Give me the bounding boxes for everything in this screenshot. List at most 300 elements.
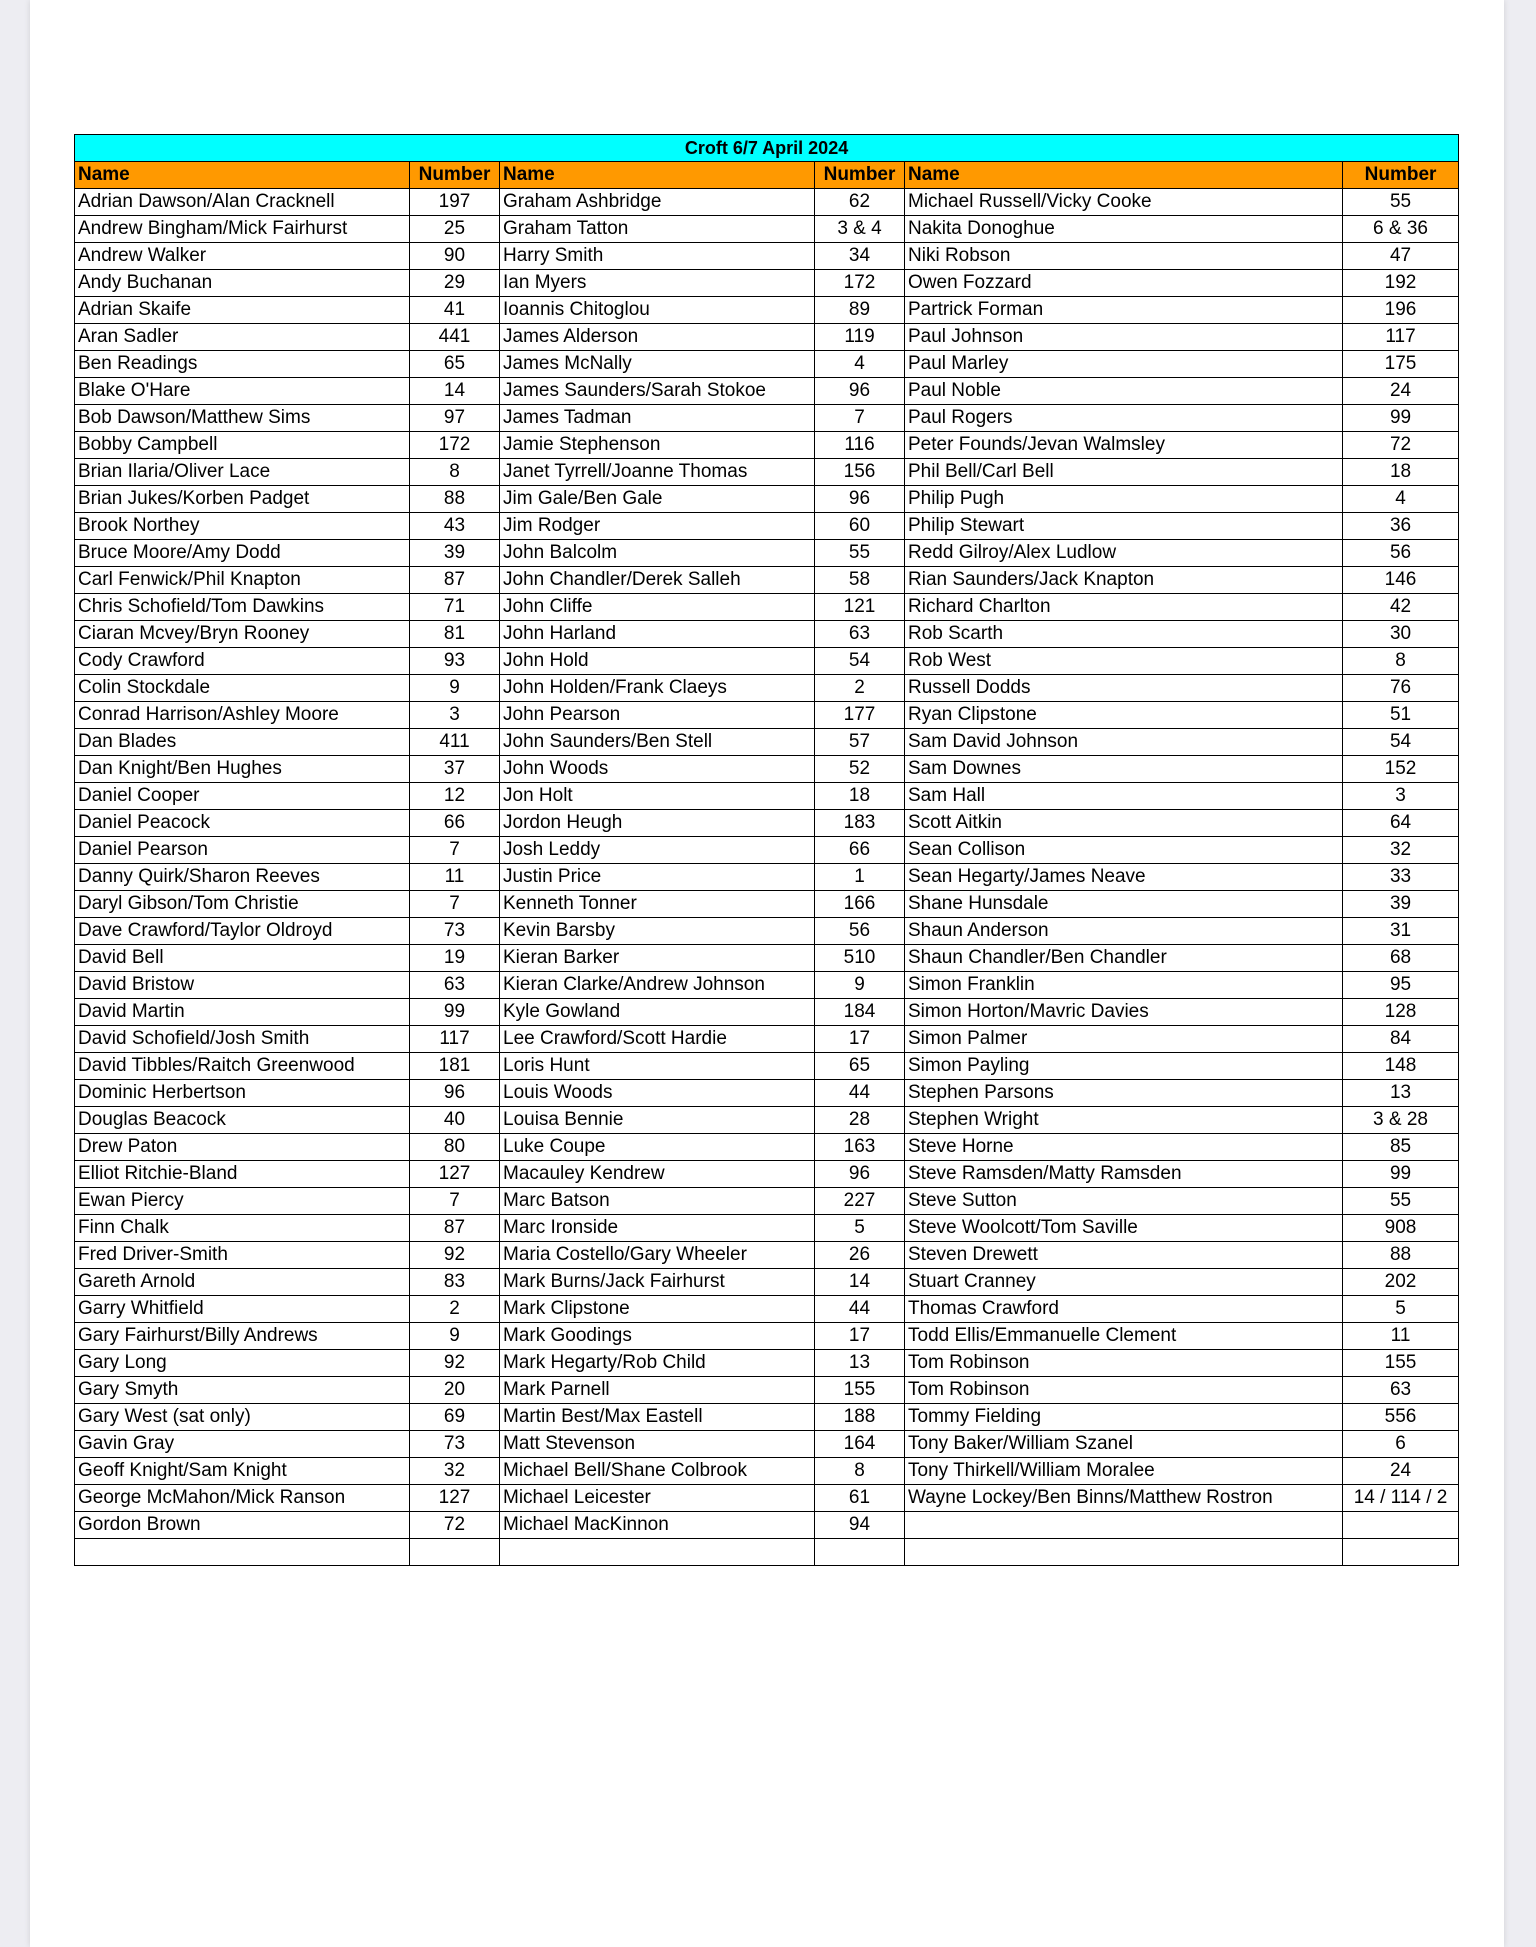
entry-name-cell: Bruce Moore/Amy Dodd	[75, 540, 410, 567]
entry-number-cell: 2	[815, 675, 905, 702]
entry-name-cell: Aran Sadler	[75, 324, 410, 351]
entry-name-cell: Nakita Donoghue	[905, 216, 1343, 243]
entry-number-cell: 56	[815, 918, 905, 945]
entry-name-cell: Danny Quirk/Sharon Reeves	[75, 864, 410, 891]
entry-name-cell: Shane Hunsdale	[905, 891, 1343, 918]
entry-number-cell: 66	[815, 837, 905, 864]
entry-number-cell: 117	[1343, 324, 1459, 351]
entry-number-cell: 83	[410, 1269, 500, 1296]
entry-number-cell: 3 & 4	[815, 216, 905, 243]
entry-number-cell: 30	[1343, 621, 1459, 648]
entry-number-cell: 54	[1343, 729, 1459, 756]
entry-name-cell: Jamie Stephenson	[500, 432, 815, 459]
entry-number-cell: 56	[1343, 540, 1459, 567]
table-row	[75, 189, 1459, 216]
document-page	[30, 0, 1504, 1947]
entry-number-cell: 93	[410, 648, 500, 675]
table-row	[75, 459, 1459, 486]
entry-number-cell: 63	[410, 972, 500, 999]
entry-name-cell: David Bell	[75, 945, 410, 972]
entry-number-cell: 128	[1343, 999, 1459, 1026]
entry-number-cell: 19	[410, 945, 500, 972]
entry-number-cell: 55	[815, 540, 905, 567]
entry-number-cell: 36	[1343, 513, 1459, 540]
entry-number-cell: 99	[1343, 405, 1459, 432]
entry-number-cell: 121	[815, 594, 905, 621]
entry-number-cell: 8	[1343, 648, 1459, 675]
entry-name-cell: Mark Parnell	[500, 1377, 815, 1404]
entry-number-cell: 5	[1343, 1296, 1459, 1323]
entry-number-cell: 14	[410, 378, 500, 405]
entry-number-cell: 184	[815, 999, 905, 1026]
entry-name-cell: Finn Chalk	[75, 1215, 410, 1242]
entry-number-cell: 94	[815, 1512, 905, 1539]
entry-number-cell: 18	[1343, 459, 1459, 486]
entry-number-cell: 556	[1343, 1404, 1459, 1431]
table-row	[75, 1485, 1459, 1512]
entry-name-cell: Louisa Bennie	[500, 1107, 815, 1134]
entry-number-cell: 7	[815, 405, 905, 432]
entry-name-cell: Michael Bell/Shane Colbrook	[500, 1458, 815, 1485]
entry-number-cell: 188	[815, 1404, 905, 1431]
entry-number-cell: 172	[815, 270, 905, 297]
entry-name-cell: Andy Buchanan	[75, 270, 410, 297]
entry-name-cell: Justin Price	[500, 864, 815, 891]
table-title-row	[75, 135, 1459, 162]
entry-name-cell	[905, 1539, 1343, 1566]
entry-number-cell: 17	[815, 1026, 905, 1053]
entry-name-cell: Shaun Anderson	[905, 918, 1343, 945]
entry-number-cell: 54	[815, 648, 905, 675]
entry-name-cell: Michael MacKinnon	[500, 1512, 815, 1539]
entry-number-cell: 68	[1343, 945, 1459, 972]
entry-number-cell: 41	[410, 297, 500, 324]
entry-name-cell: Gary Fairhurst/Billy Andrews	[75, 1323, 410, 1350]
table-row	[75, 216, 1459, 243]
entry-number-cell: 29	[410, 270, 500, 297]
table-body	[75, 189, 1459, 1566]
entry-number-cell: 65	[815, 1053, 905, 1080]
entry-number-cell	[1343, 1512, 1459, 1539]
entry-number-cell: 163	[815, 1134, 905, 1161]
entry-name-cell: Dave Crawford/Taylor Oldroyd	[75, 918, 410, 945]
entry-name-cell: Partrick Forman	[905, 297, 1343, 324]
entry-name-cell: Stephen Parsons	[905, 1080, 1343, 1107]
entry-name-cell: Simon Payling	[905, 1053, 1343, 1080]
entry-name-cell: Simon Palmer	[905, 1026, 1343, 1053]
entry-number-cell: 908	[1343, 1215, 1459, 1242]
entry-name-cell: Redd Gilroy/Alex Ludlow	[905, 540, 1343, 567]
entry-name-cell: Mark Clipstone	[500, 1296, 815, 1323]
column-header-row	[75, 162, 1459, 189]
entry-name-cell: Colin Stockdale	[75, 675, 410, 702]
entry-number-cell: 92	[410, 1242, 500, 1269]
table-row	[75, 1431, 1459, 1458]
entry-name-cell: Phil Bell/Carl Bell	[905, 459, 1343, 486]
table-row	[75, 1161, 1459, 1188]
entry-name-cell: Elliot Ritchie-Bland	[75, 1161, 410, 1188]
entry-number-cell: 64	[1343, 810, 1459, 837]
entry-name-cell: Steve Sutton	[905, 1188, 1343, 1215]
entry-name-cell	[500, 1539, 815, 1566]
entry-number-cell: 39	[410, 540, 500, 567]
entry-name-cell: David Bristow	[75, 972, 410, 999]
column-header-number: Number	[815, 162, 905, 189]
entry-name-cell: Ryan Clipstone	[905, 702, 1343, 729]
entry-name-cell: David Tibbles/Raitch Greenwood	[75, 1053, 410, 1080]
table-row	[75, 540, 1459, 567]
entry-number-cell: 14 / 114 / 2	[1343, 1485, 1459, 1512]
entry-name-cell: Jordon Heugh	[500, 810, 815, 837]
entry-number-cell: 66	[410, 810, 500, 837]
entry-number-cell: 58	[815, 567, 905, 594]
entry-name-cell: Ciaran Mcvey/Bryn Rooney	[75, 621, 410, 648]
table-row	[75, 1539, 1459, 1566]
entry-name-cell: Andrew Bingham/Mick Fairhurst	[75, 216, 410, 243]
entry-number-cell: 411	[410, 729, 500, 756]
table-row	[75, 891, 1459, 918]
column-header-name: Name	[500, 162, 815, 189]
table-row	[75, 756, 1459, 783]
entry-name-cell	[75, 1539, 410, 1566]
table-row	[75, 621, 1459, 648]
table-row	[75, 972, 1459, 999]
table-row	[75, 864, 1459, 891]
table-row	[75, 648, 1459, 675]
entry-name-cell: Daniel Pearson	[75, 837, 410, 864]
entry-number-cell: 37	[410, 756, 500, 783]
entry-name-cell: Drew Paton	[75, 1134, 410, 1161]
entry-name-cell: Loris Hunt	[500, 1053, 815, 1080]
table-row	[75, 729, 1459, 756]
entry-name-cell: Steve Horne	[905, 1134, 1343, 1161]
entry-number-cell: 65	[410, 351, 500, 378]
entry-name-cell: Adrian Dawson/Alan Cracknell	[75, 189, 410, 216]
entry-name-cell: Daryl Gibson/Tom Christie	[75, 891, 410, 918]
entry-name-cell: Owen Fozzard	[905, 270, 1343, 297]
entry-name-cell: John Woods	[500, 756, 815, 783]
entry-number-cell: 7	[410, 1188, 500, 1215]
entry-number-cell: 166	[815, 891, 905, 918]
entry-name-cell: Mark Hegarty/Rob Child	[500, 1350, 815, 1377]
table-row	[75, 1188, 1459, 1215]
entry-number-cell: 13	[1343, 1080, 1459, 1107]
entry-number-cell: 152	[1343, 756, 1459, 783]
entry-number-cell: 89	[815, 297, 905, 324]
entry-name-cell: Luke Coupe	[500, 1134, 815, 1161]
entry-name-cell: Paul Marley	[905, 351, 1343, 378]
entry-name-cell: Conrad Harrison/Ashley Moore	[75, 702, 410, 729]
entry-number-cell: 7	[410, 837, 500, 864]
entry-number-cell: 88	[1343, 1242, 1459, 1269]
entry-number-cell: 96	[410, 1080, 500, 1107]
entry-name-cell: Gary Long	[75, 1350, 410, 1377]
entry-name-cell: Kyle Gowland	[500, 999, 815, 1026]
table-row	[75, 1242, 1459, 1269]
entry-name-cell: Gareth Arnold	[75, 1269, 410, 1296]
entry-name-cell: Gordon Brown	[75, 1512, 410, 1539]
entry-number-cell: 63	[815, 621, 905, 648]
entry-name-cell: James Saunders/Sarah Stokoe	[500, 378, 815, 405]
table-row	[75, 351, 1459, 378]
entry-number-cell: 72	[1343, 432, 1459, 459]
entry-number-cell: 25	[410, 216, 500, 243]
entry-name-cell: Paul Johnson	[905, 324, 1343, 351]
entry-number-cell: 13	[815, 1350, 905, 1377]
entry-name-cell: Niki Robson	[905, 243, 1343, 270]
entry-number-cell: 441	[410, 324, 500, 351]
table-row	[75, 1323, 1459, 1350]
entry-number-cell: 172	[410, 432, 500, 459]
entry-name-cell: Bobby Campbell	[75, 432, 410, 459]
entry-name-cell: Jim Gale/Ben Gale	[500, 486, 815, 513]
table-row	[75, 1404, 1459, 1431]
entry-name-cell: Tony Baker/William Szanel	[905, 1431, 1343, 1458]
entry-name-cell: John Hold	[500, 648, 815, 675]
entry-number-cell: 181	[410, 1053, 500, 1080]
entry-number-cell: 73	[410, 1431, 500, 1458]
entry-number-cell: 99	[1343, 1161, 1459, 1188]
entry-number-cell: 17	[815, 1323, 905, 1350]
entry-name-cell: Matt Stevenson	[500, 1431, 815, 1458]
entry-number-cell: 9	[815, 972, 905, 999]
entry-name-cell: Mark Burns/Jack Fairhurst	[500, 1269, 815, 1296]
entry-number-cell: 14	[815, 1269, 905, 1296]
entry-number-cell: 177	[815, 702, 905, 729]
table-row	[75, 837, 1459, 864]
table-row	[75, 1215, 1459, 1242]
entry-name-cell: Russell Dodds	[905, 675, 1343, 702]
table-row	[75, 297, 1459, 324]
entry-number-cell: 3	[1343, 783, 1459, 810]
entry-name-cell: Ioannis Chitoglou	[500, 297, 815, 324]
entry-number-cell: 510	[815, 945, 905, 972]
entry-number-cell: 9	[410, 675, 500, 702]
column-header-name: Name	[75, 162, 410, 189]
entry-name-cell: Sean Collison	[905, 837, 1343, 864]
entry-name-cell: Adrian Skaife	[75, 297, 410, 324]
entry-name-cell: Todd Ellis/Emmanuelle Clement	[905, 1323, 1343, 1350]
entry-name-cell: John Chandler/Derek Salleh	[500, 567, 815, 594]
entry-number-cell: 44	[815, 1080, 905, 1107]
entry-number-cell: 47	[1343, 243, 1459, 270]
entry-name-cell: Daniel Peacock	[75, 810, 410, 837]
entry-number-cell: 4	[1343, 486, 1459, 513]
entry-number-cell: 99	[410, 999, 500, 1026]
table-row	[75, 324, 1459, 351]
entry-number-cell: 62	[815, 189, 905, 216]
entry-number-cell: 127	[410, 1161, 500, 1188]
column-header-name: Name	[905, 162, 1343, 189]
entry-name-cell: Daniel Cooper	[75, 783, 410, 810]
entry-number-cell: 28	[815, 1107, 905, 1134]
entry-name-cell: John Balcolm	[500, 540, 815, 567]
entry-name-cell: Michael Russell/Vicky Cooke	[905, 189, 1343, 216]
entry-name-cell: Wayne Lockey/Ben Binns/Matthew Rostron	[905, 1485, 1343, 1512]
entry-name-cell: Sam Downes	[905, 756, 1343, 783]
table-title: Croft 6/7 April 2024	[75, 135, 1459, 162]
entry-number-cell: 175	[1343, 351, 1459, 378]
entry-name-cell: Jim Rodger	[500, 513, 815, 540]
entry-number-cell: 96	[815, 486, 905, 513]
entry-name-cell: Rob Scarth	[905, 621, 1343, 648]
entry-number-cell: 197	[410, 189, 500, 216]
entry-number-cell: 76	[1343, 675, 1459, 702]
entry-name-cell: Graham Ashbridge	[500, 189, 815, 216]
entry-number-cell: 73	[410, 918, 500, 945]
entry-name-cell: John Pearson	[500, 702, 815, 729]
entry-number-cell: 156	[815, 459, 905, 486]
entry-name-cell: Louis Woods	[500, 1080, 815, 1107]
entry-name-cell: Paul Rogers	[905, 405, 1343, 432]
entry-name-cell: Scott Aitkin	[905, 810, 1343, 837]
entry-number-cell: 34	[815, 243, 905, 270]
entry-number-cell: 18	[815, 783, 905, 810]
entry-number-cell: 60	[815, 513, 905, 540]
entry-number-cell: 146	[1343, 567, 1459, 594]
table-row	[75, 1269, 1459, 1296]
entry-name-cell: Tommy Fielding	[905, 1404, 1343, 1431]
table-row	[75, 567, 1459, 594]
entry-number-cell: 95	[1343, 972, 1459, 999]
entry-name-cell: Martin Best/Max Eastell	[500, 1404, 815, 1431]
entry-name-cell: Paul Noble	[905, 378, 1343, 405]
entry-number-cell: 4	[815, 351, 905, 378]
table-row	[75, 513, 1459, 540]
table-row	[75, 1053, 1459, 1080]
entry-name-cell: James Alderson	[500, 324, 815, 351]
entry-number-cell: 55	[1343, 189, 1459, 216]
entry-name-cell: John Holden/Frank Claeys	[500, 675, 815, 702]
entry-name-cell: Tom Robinson	[905, 1350, 1343, 1377]
entry-name-cell: Tom Robinson	[905, 1377, 1343, 1404]
entry-number-cell: 3	[410, 702, 500, 729]
entry-number-cell: 90	[410, 243, 500, 270]
entry-number-cell	[1343, 1539, 1459, 1566]
entry-name-cell: Simon Horton/Mavric Davies	[905, 999, 1343, 1026]
table-row	[75, 810, 1459, 837]
entry-name-cell: Fred Driver-Smith	[75, 1242, 410, 1269]
table-row	[75, 999, 1459, 1026]
entry-number-cell: 96	[815, 1161, 905, 1188]
entry-name-cell: John Harland	[500, 621, 815, 648]
table-row	[75, 1458, 1459, 1485]
entry-number-cell: 96	[815, 378, 905, 405]
entry-number-cell: 9	[410, 1323, 500, 1350]
column-header-number: Number	[410, 162, 500, 189]
entry-number-cell: 80	[410, 1134, 500, 1161]
entry-number-cell: 7	[410, 891, 500, 918]
table-row	[75, 1026, 1459, 1053]
entry-number-cell: 52	[815, 756, 905, 783]
entry-name-cell: Kenneth Tonner	[500, 891, 815, 918]
table-row	[75, 1107, 1459, 1134]
entry-name-cell: Andrew Walker	[75, 243, 410, 270]
entry-number-cell: 81	[410, 621, 500, 648]
entry-number-cell: 55	[1343, 1188, 1459, 1215]
entry-name-cell: Carl Fenwick/Phil Knapton	[75, 567, 410, 594]
entry-number-cell: 39	[1343, 891, 1459, 918]
entry-name-cell: Garry Whitfield	[75, 1296, 410, 1323]
entry-number-cell: 227	[815, 1188, 905, 1215]
entry-name-cell: Steven Drewett	[905, 1242, 1343, 1269]
entry-name-cell: Philip Pugh	[905, 486, 1343, 513]
table-row	[75, 1080, 1459, 1107]
entry-name-cell: Sam Hall	[905, 783, 1343, 810]
entry-name-cell: Ben Readings	[75, 351, 410, 378]
entry-number-cell: 155	[1343, 1350, 1459, 1377]
table-row	[75, 1377, 1459, 1404]
entry-number-cell: 42	[1343, 594, 1459, 621]
entry-number-cell: 63	[1343, 1377, 1459, 1404]
table-row	[75, 675, 1459, 702]
entry-number-cell: 8	[815, 1458, 905, 1485]
entry-name-cell: Marc Ironside	[500, 1215, 815, 1242]
entry-name-cell: Janet Tyrrell/Joanne Thomas	[500, 459, 815, 486]
table-row	[75, 1134, 1459, 1161]
entry-name-cell	[905, 1512, 1343, 1539]
entry-number-cell: 3 & 28	[1343, 1107, 1459, 1134]
table-row	[75, 486, 1459, 513]
entry-number-cell: 24	[1343, 1458, 1459, 1485]
entry-number-cell: 26	[815, 1242, 905, 1269]
entry-number-cell: 43	[410, 513, 500, 540]
column-header-number: Number	[1343, 162, 1459, 189]
entry-name-cell: Geoff Knight/Sam Knight	[75, 1458, 410, 1485]
entry-number-cell: 87	[410, 1215, 500, 1242]
entry-number-cell: 72	[410, 1512, 500, 1539]
entry-number-cell: 33	[1343, 864, 1459, 891]
entry-number-cell: 117	[410, 1026, 500, 1053]
entry-number-cell: 11	[1343, 1323, 1459, 1350]
entry-name-cell: Kieran Barker	[500, 945, 815, 972]
entry-number-cell: 12	[410, 783, 500, 810]
entry-number-cell	[410, 1539, 500, 1566]
entry-number-cell: 192	[1343, 270, 1459, 297]
table-row	[75, 702, 1459, 729]
entry-number-cell: 183	[815, 810, 905, 837]
entry-number-cell: 85	[1343, 1134, 1459, 1161]
entry-name-cell: Stuart Cranney	[905, 1269, 1343, 1296]
entry-name-cell: Rian Saunders/Jack Knapton	[905, 567, 1343, 594]
entry-number-cell: 32	[1343, 837, 1459, 864]
entry-number-cell	[815, 1539, 905, 1566]
table-row	[75, 432, 1459, 459]
entry-number-cell: 202	[1343, 1269, 1459, 1296]
entry-name-cell: Dan Blades	[75, 729, 410, 756]
entry-number-cell: 2	[410, 1296, 500, 1323]
entry-name-cell: Brian Jukes/Korben Padget	[75, 486, 410, 513]
entry-name-cell: Simon Franklin	[905, 972, 1343, 999]
entry-name-cell: Lee Crawford/Scott Hardie	[500, 1026, 815, 1053]
entry-name-cell: Brian Ilaria/Oliver Lace	[75, 459, 410, 486]
entry-name-cell: Maria Costello/Gary Wheeler	[500, 1242, 815, 1269]
entry-name-cell: Rob West	[905, 648, 1343, 675]
entry-name-cell: Gary Smyth	[75, 1377, 410, 1404]
entry-number-cell: 71	[410, 594, 500, 621]
entry-name-cell: Steve Ramsden/Matty Ramsden	[905, 1161, 1343, 1188]
entry-name-cell: Dan Knight/Ben Hughes	[75, 756, 410, 783]
entry-number-cell: 57	[815, 729, 905, 756]
table-row	[75, 1512, 1459, 1539]
entry-name-cell: Richard Charlton	[905, 594, 1343, 621]
entry-number-cell: 31	[1343, 918, 1459, 945]
entry-name-cell: Sean Hegarty/James Neave	[905, 864, 1343, 891]
table-row	[75, 945, 1459, 972]
entry-number-cell: 97	[410, 405, 500, 432]
entry-number-cell: 92	[410, 1350, 500, 1377]
table-row	[75, 243, 1459, 270]
